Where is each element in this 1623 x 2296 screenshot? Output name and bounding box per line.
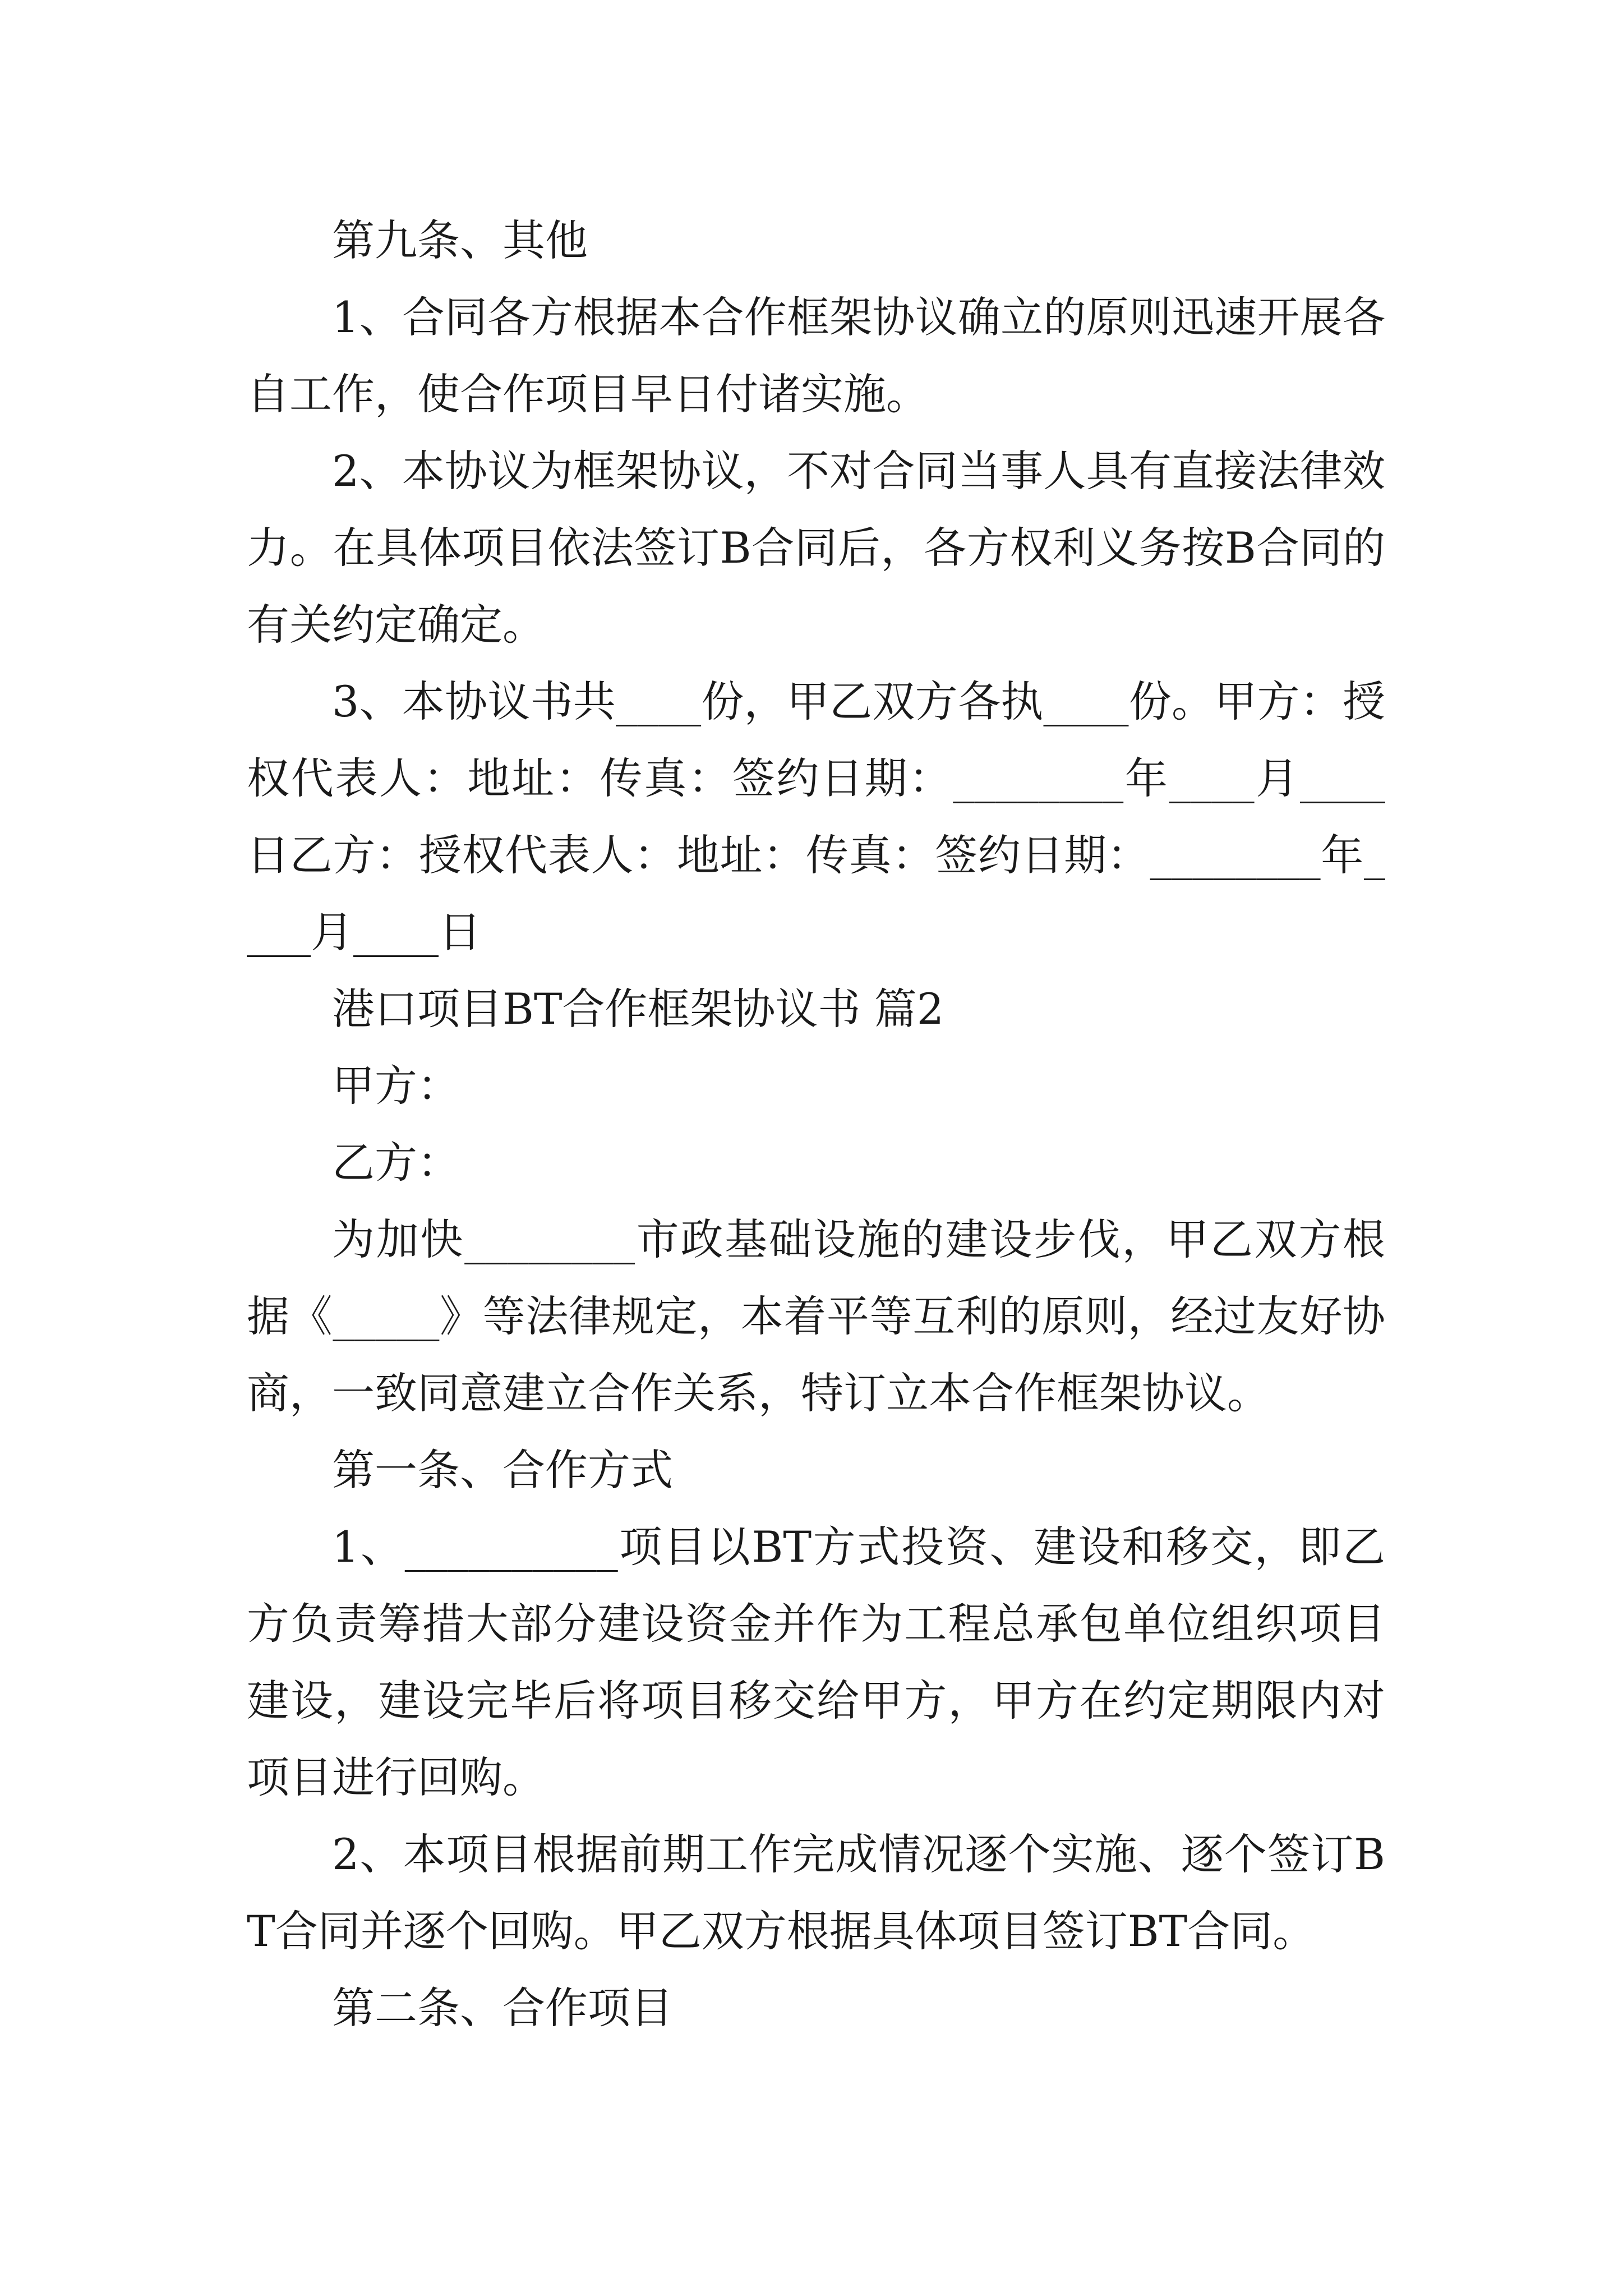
article-9-heading: 第九条、其他 bbox=[332, 215, 588, 265]
article-1-heading: 第一条、合作方式 bbox=[332, 1445, 673, 1495]
party-a-label: 甲方： bbox=[332, 1061, 460, 1111]
article-9-clause-3: 3、本协议书共____份，甲乙双方各执____份。甲方：授权代表人：地址：传真：签约日期：________年____月____日乙方：授权代表人：地址：传真：签约日期：________年____月____日 bbox=[247, 677, 1385, 957]
party-b-label: 乙方： bbox=[332, 1138, 460, 1188]
document-page bbox=[247, 202, 1385, 2046]
agreement-2-title: 港口项目BT合作框架协议书 篇2 bbox=[332, 984, 944, 1034]
article-2-heading: 第二条、合作项目 bbox=[332, 1983, 673, 2033]
article-9-clause-2: 2、本协议为框架协议，不对合同当事人具有直接法律效力。在具体项目依法签订B合同后，各方权利义务按B合同的有关约定确定。 bbox=[247, 446, 1385, 650]
article-9-clause-1: 1、合同各方根据本合作框架协议确立的原则迅速开展各自工作，使合作项目早日付诸实施。 bbox=[247, 292, 1385, 419]
article-1-clause-2: 2、本项目根据前期工作完成情况逐个实施、逐个签订BT合同并逐个回购。甲乙双方根据具体项目签订BT合同。 bbox=[247, 1829, 1385, 1956]
preamble-paragraph: 为加快________市政基础设施的建设步伐，甲乙双方根据《_____》等法律规定，本着平等互利的原则，经过友好协商，一致同意建立合作关系，特订立本合作框架协议。 bbox=[247, 1214, 1385, 1418]
article-1-clause-1: 1、__________项目以BT方式投资、建设和移交，即乙方负责筹措大部分建设资金并作为工程总承包单位组织项目建设，建设完毕后将项目移交给甲方，甲方在约定期限内对项目进行回购。 bbox=[247, 1522, 1385, 1802]
